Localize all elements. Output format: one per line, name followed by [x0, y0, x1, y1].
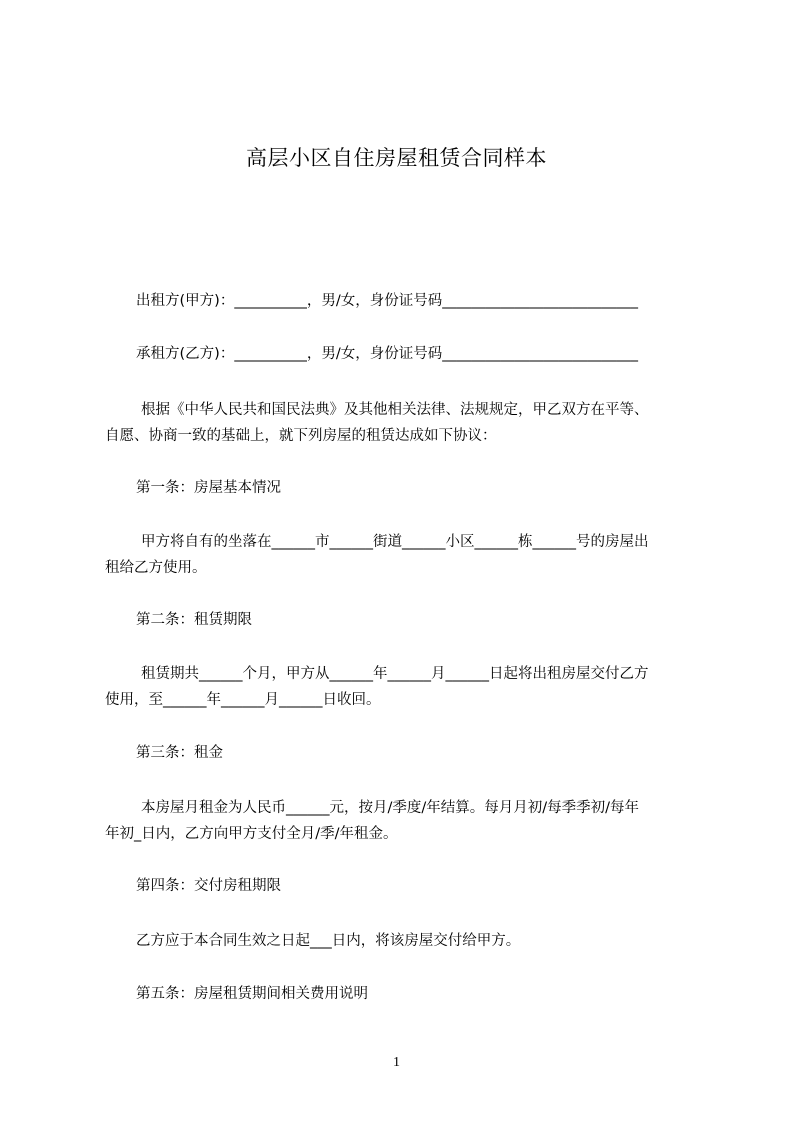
article2-line-2: 使用，至______年______月______日收回。 — [105, 692, 381, 708]
article4-heading: 第四条：交付房租期限 — [136, 878, 281, 894]
preamble-line-1: 根据《中华人民共和国民法典》及其他相关法律、法规规定，甲乙双方在平等、 — [141, 402, 649, 418]
preamble-line-2: 自愿、协商一致的基础上，就下列房屋的租赁达成如下协议： — [105, 428, 497, 444]
page-number: 1 — [393, 1055, 400, 1070]
lessee-line: 承租方(乙方)：__________，男/女，身份证号码___________________________ — [136, 346, 638, 362]
article1-line-2: 租给乙方使用。 — [105, 560, 207, 576]
article1-heading: 第一条：房屋基本情况 — [136, 480, 281, 496]
article2-line-1: 租赁期共______个月，甲方从______年______月______日起将出租房屋交付乙方 — [141, 666, 649, 682]
lessor-line: 出租方(甲方)：__________，男/女，身份证号码___________________________ — [136, 293, 638, 309]
article3-line-2: 年初_日内，乙方向甲方支付全月/季/年租金。 — [105, 826, 398, 842]
article5-heading: 第五条：房屋租赁期间相关费用说明 — [136, 986, 368, 1002]
article3-line-1: 本房屋月租金为人民币______元，按月/季度/年结算。每月月初/每季季初/每年 — [141, 800, 640, 816]
article2-heading: 第二条：租赁期限 — [136, 612, 252, 628]
document-title: 高层小区自住房屋租赁合同样本 — [246, 146, 547, 170]
article1-line-1: 甲方将自有的坐落在______市______街道______小区______栋______号的房屋出 — [141, 534, 649, 550]
article4-line-1: 乙方应于本合同生效之日起___日内，将该房屋交付给甲方。 — [136, 933, 521, 949]
article3-heading: 第三条：租金 — [136, 745, 223, 761]
